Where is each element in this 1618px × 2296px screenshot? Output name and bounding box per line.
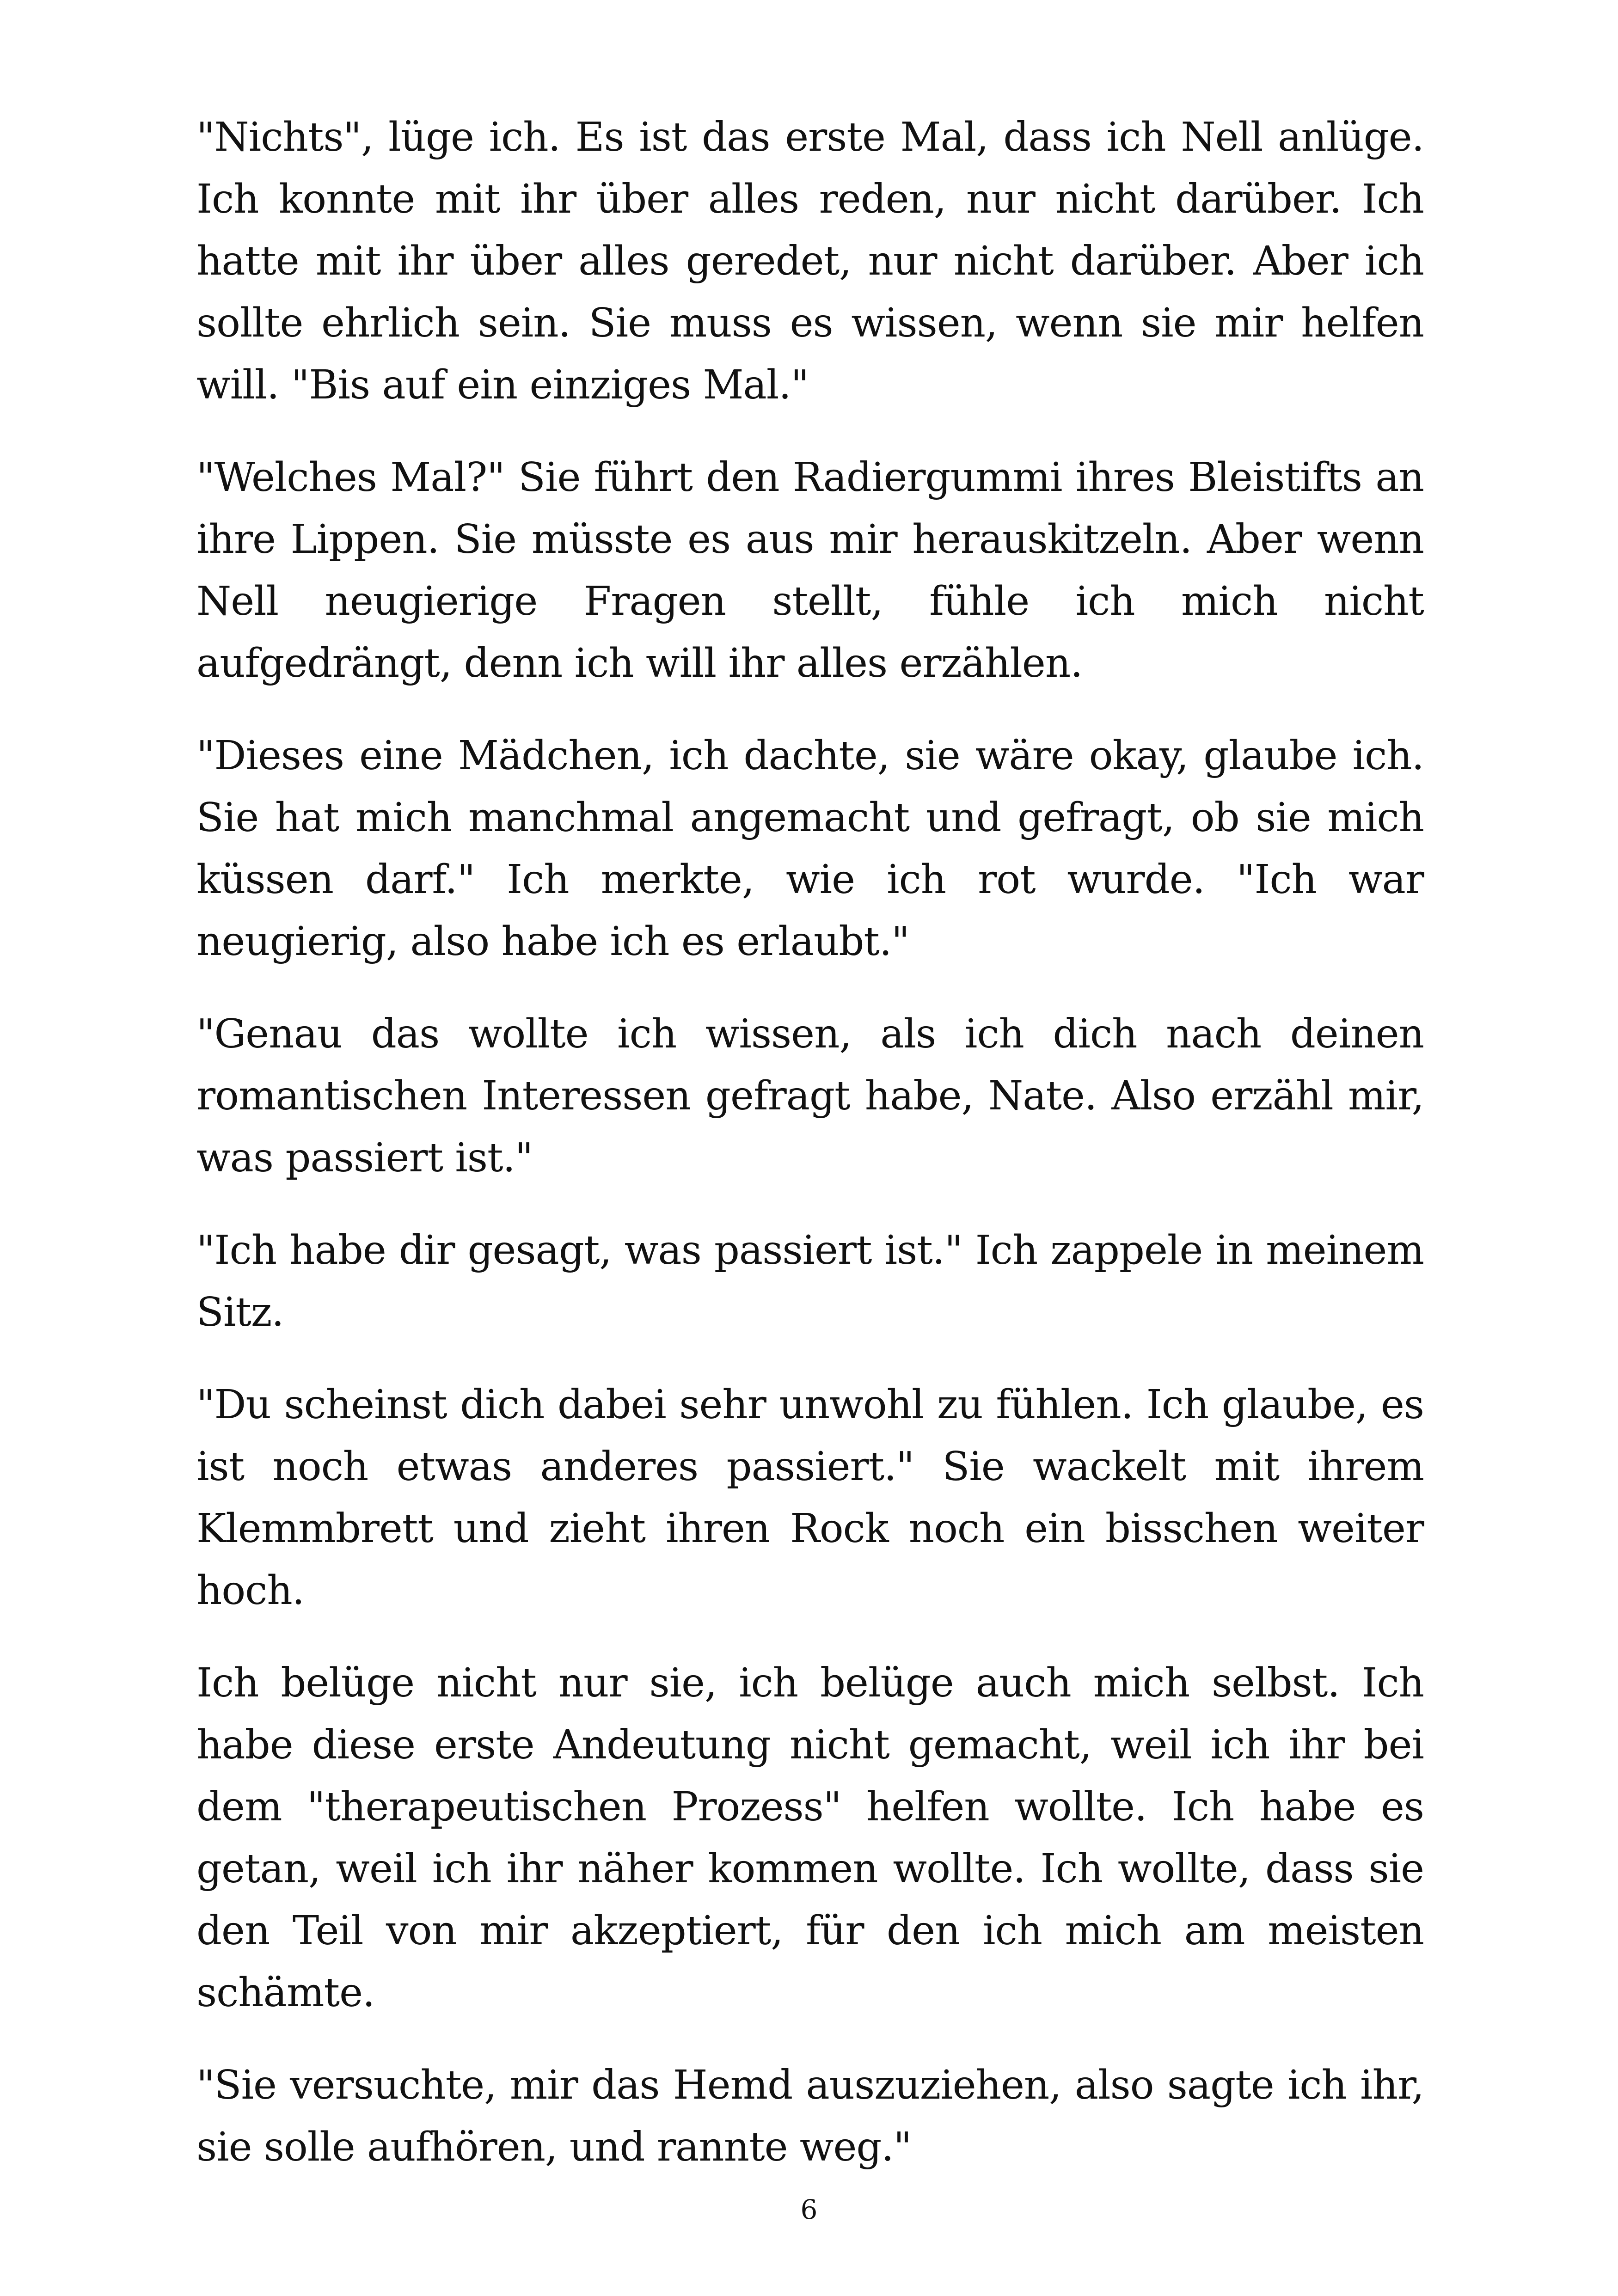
- paragraph: "Du scheinst dich dabei sehr unwohl zu fühlen. Ich glaube, es ist noch etwas anderes passiert." Sie wackelt mit ihrem Klemmbrett und zieht ihren Rock noch ein bisschen weiter hoch.: [196, 1382, 1424, 1614]
- page-number: 6: [800, 2194, 818, 2225]
- paragraph: "Genau das wollte ich wissen, als ich dich nach deinen romantischen Interessen gefragt habe, Nate. Also erzähl mir, was passiert ist.": [196, 1011, 1424, 1181]
- paragraph: "Ich habe dir gesagt, was passiert ist." Ich zappele in meinem Sitz.: [196, 1227, 1424, 1335]
- paragraph: "Welches Mal?" Sie führt den Radiergummi ihres Bleistifts an ihre Lippen. Sie müsste es aus mir herauskitzeln. Aber wenn Nell neugierige Fragen stellt, fühle ich mich nicht aufgedrängt, denn ich will ihr alles erzählen.: [196, 454, 1424, 686]
- paragraph: "Sie versuchte, mir das Hemd auszuziehen, also sagte ich ihr, sie solle aufhören, und rannte weg.": [196, 2062, 1424, 2170]
- paragraph: "Nichts", lüge ich. Es ist das erste Mal, dass ich Nell anlüge. Ich konnte mit ihr über alles reden, nur nicht darüber. Ich hatte mit ihr über alles geredet, nur nicht darüber. Aber ich sollte ehrlich sein. Sie muss es wissen, wenn sie mir helfen will. "Bis auf ein einziges Mal.": [196, 114, 1424, 408]
- paragraph: Ich belüge nicht nur sie, ich belüge auch mich selbst. Ich habe diese erste Andeutung nicht gemacht, weil ich ihr bei dem "therapeutischen Prozess" helfen wollte. Ich habe es getan, weil ich ihr näher kommen wollte. Ich wollte, dass sie den Teil von mir akzeptiert, für den ich mich am meisten schämte.: [196, 1660, 1424, 2016]
- paragraph: "Dieses eine Mädchen, ich dachte, sie wäre okay, glaube ich. Sie hat mich manchmal angemacht und gefragt, ob sie mich küssen darf." Ich merkte, wie ich rot wurde. "Ich war neugierig, also habe ich es erlaubt.": [196, 733, 1424, 965]
- body-text: [196, 106, 1424, 2209]
